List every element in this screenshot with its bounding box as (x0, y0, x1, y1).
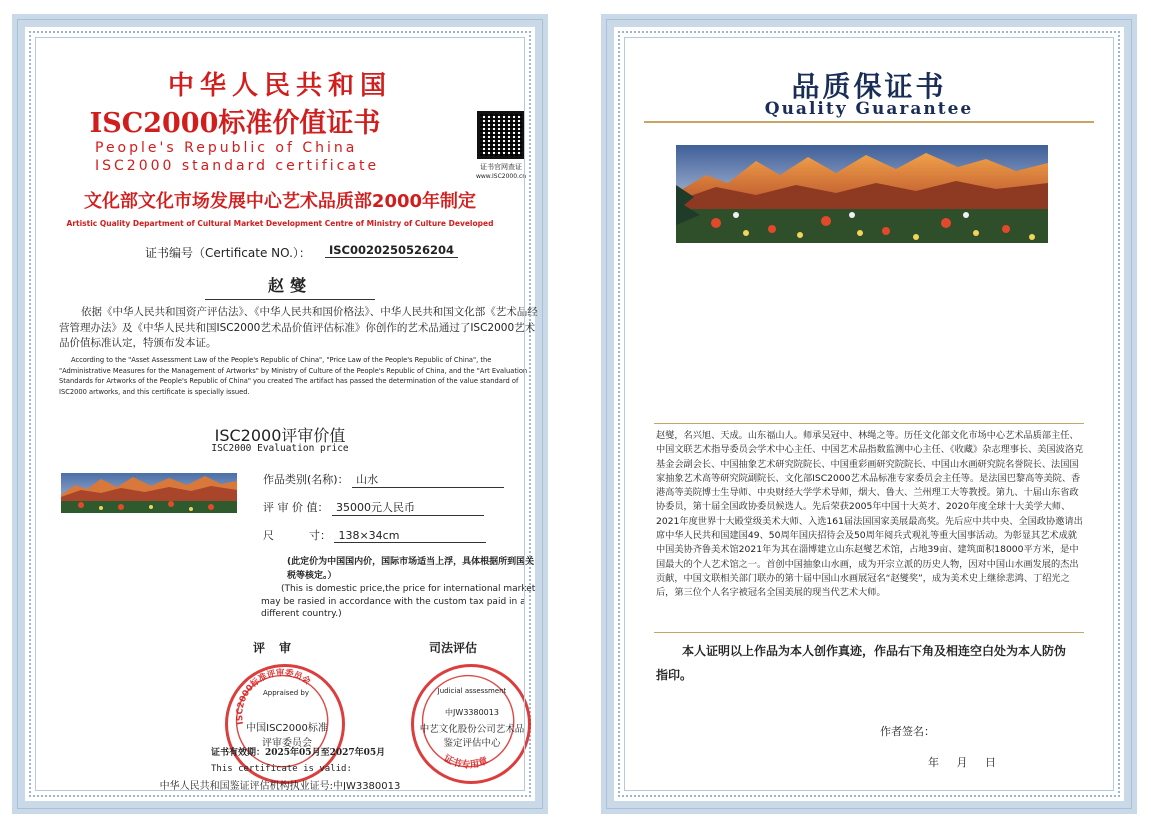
divider (654, 632, 1084, 633)
certificate-subtitle-cn: ISC2000标准价值证书 (89, 108, 381, 139)
seal-bottom-text: 证书专用章 (441, 752, 490, 771)
field-label: 作品类别(名称)： (263, 473, 349, 486)
seal-code: 中JW3380013 (445, 708, 499, 717)
guarantee-title-cn: 品质保证书 (791, 70, 947, 103)
certificate-number-label: 证书编号（Certificate NO.）： (145, 246, 311, 260)
body-text-cn: 依据《中华人民共和国资产评估法》、《中华人民共和国价格法》、中华人民共和国文化部《艺术品经营管理办法》及《中华人民共和国ISC2000艺术品价值评估标准》你创作的艺术品通过了ISC2000艺术品价值标准认定，特颁布发本证。 (59, 306, 538, 349)
date-label: 年 月 日 (928, 756, 996, 769)
divider (654, 423, 1084, 424)
field-price (263, 499, 484, 516)
field-size (263, 527, 486, 543)
qr-code-icon[interactable] (477, 111, 525, 159)
signature-label: 作者签名： (880, 725, 935, 738)
seal-text-en: Appraised by (263, 689, 309, 697)
artwork-thumbnail (61, 473, 237, 513)
judicial-seal (411, 664, 531, 784)
field-category (263, 471, 504, 488)
svg-text:证书专用章 (442, 752, 491, 771)
body-text-en: According to the "Asset Assessment Law of the People's Republic of China", "Price Law of the People's Republic of China", the "Administrative Measures for the Management of Artworks" by Ministry of Culture of the People's Republic of China, and the "Art Evaluation Standards for Artworks of the People's Republic of China" you created The artifact has passed the determination of the value standard of ISC2000 artworks, and this certificate is specially issued. (59, 356, 528, 396)
artist-biography: 赵燮，名兴旭、天成。山东福山人。师承吴冠中、林绳之等。历任文化部文化市场中心艺术品质部主任、中国文联艺术指导委员会学术中心主任、中国艺术品指数监测中心主任、《收藏》杂志理事长、美国波洛克基金会副会长、中国抽象艺术研究院院长、中国重彩画研究院院长、中国山水画研究院名誉院长、法国国家抽象艺术高等研究院副院长、文化部ISC2000艺术品标准专家委员会主任等。是法国巴黎高等美院、香港高等美院博士生导师、中央财经大学学术导师，烟大、鲁大、兰州理工大等教授。第九、十届山东省政协委员，第十届全国政协委员候选人。先后荣获2005年中国十大英才、2020年度全球十大美学大师、2021年度世界十大殿堂级美术大师、入选161届法国国家美展最高奖。先后应中共中央、全国政协邀请出席中华人民共和国建国49、50周年国庆招待会及50周年阅兵式观礼等重大国事活动。为彰显其艺术成就中国美协齐鲁美术馆2021年为其在淄博建立山东赵燮艺术馆，占地39亩、建筑面积18000平方米，是中国最大的个人艺术馆之一。首创中国抽象山水画，成为开宗立派的历史人物，因对中国山水画发展的杰出贡献，中国文联相关部门联办的第十届中国山水画展冠名“赵燮奖”，成为美术史上继徐悲鸿、丁绍光之后，第三位个人名字被冠名全国美展的现当代艺术大师。 (656, 430, 1084, 599)
field-label: 评 审 价 值： (263, 501, 329, 514)
quality-guarantee-page (601, 14, 1137, 814)
seal-text-en: Judicial assessment (437, 687, 507, 695)
field-value: 138×34cm (334, 529, 486, 543)
certificate-subtitle-en: ISC2000 standard certificate (95, 158, 380, 174)
field-label: 尺 寸： (263, 529, 331, 542)
certificate-title-en: People's Republic of China (95, 140, 358, 156)
guarantee-title-en: Quality Guarantee (764, 99, 974, 119)
validity-en: This certificate is valid: (211, 764, 352, 774)
validity-cn: 证书有效期：2025年05月至2027年05月 (211, 748, 386, 758)
department-en: Artistic Quality Department of Cultural Market Development Centre of Ministry of Culture Developed (66, 219, 494, 228)
certificate-title-cn: 中华人民共和国 (167, 71, 392, 101)
price-note-cn: (此定价为中国国内价，国际市场适当上浮，具体根据所到国关税等核定。） (287, 557, 535, 581)
department-cn: 文化部文化市场发展中心艺术品质部2000年制定 (83, 191, 477, 212)
authenticity-statement: 本人证明以上作品为本人创作真迹，作品右下角及相连空白处为本人防伪指印。 (656, 644, 1067, 682)
price-note-en: (This is domestic price,the price for international market may be rasied in accordance with the custom tax paid in a different country.) (261, 584, 536, 619)
artwork-image (676, 145, 1048, 243)
qr-url: www.ISC2000.cn (475, 173, 527, 180)
divider (644, 121, 1094, 123)
seal-text-cn: 中艺文化股份公司艺术品鉴定评估中心 (419, 724, 525, 749)
seal-ring-text: ISC2000标准评审委员会 (235, 668, 312, 726)
evaluation-heading-en: ISC2000 Evaluation price (211, 443, 349, 454)
judicial-label: 司法评估 (429, 641, 478, 655)
field-value: 35000元人民币 (332, 499, 484, 516)
qr-label: 证书官网查证 (480, 163, 522, 171)
evaluation-heading-cn: ISC2000评审价值 (214, 426, 346, 445)
license-number: 中华人民共和国鉴证评估机构执业证号:中JW3380013 (159, 781, 401, 792)
certificate-page (12, 14, 548, 814)
certificate-number-value: ISC0020250526204 (325, 243, 458, 258)
artist-name: 赵燮 (205, 273, 375, 300)
appraisal-label: 评审 (253, 641, 306, 655)
seal-text-cn: 中国ISC2000标准评审委员会 (246, 723, 328, 749)
field-value: 山水 (352, 471, 504, 488)
